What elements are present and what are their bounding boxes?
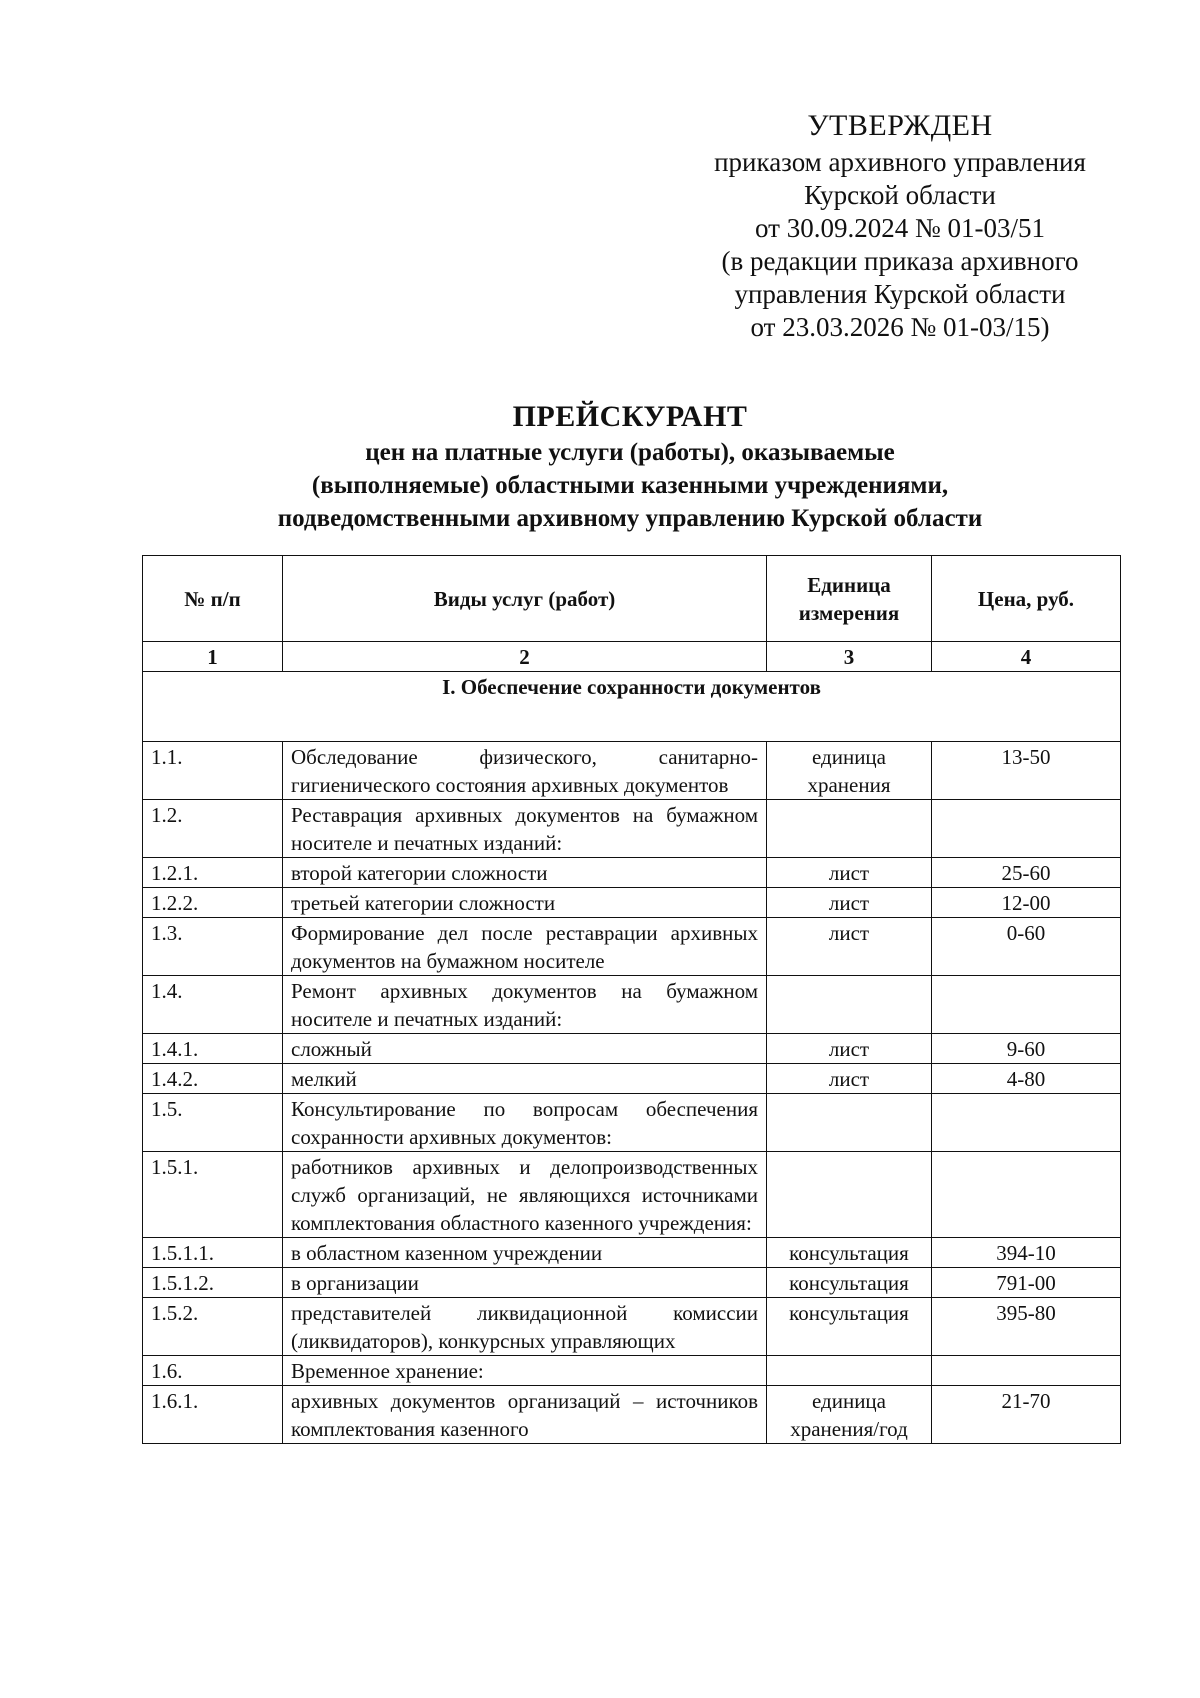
column-number: 1 bbox=[143, 642, 283, 672]
row-number: 1.5.1.2. bbox=[143, 1268, 283, 1298]
row-unit bbox=[767, 1094, 932, 1152]
table-row bbox=[143, 1298, 1121, 1356]
row-unit: лист bbox=[767, 1064, 932, 1094]
table-row bbox=[143, 1268, 1121, 1298]
price-table bbox=[142, 555, 1121, 1444]
row-unit bbox=[767, 1152, 932, 1238]
row-number: 1.5.1. bbox=[143, 1152, 283, 1238]
table-row bbox=[143, 1356, 1121, 1386]
approval-line-2: Курской области bbox=[804, 180, 996, 210]
table-header-row bbox=[143, 556, 1121, 642]
table-row bbox=[143, 1386, 1121, 1444]
table-row bbox=[143, 918, 1121, 976]
row-unit bbox=[767, 1356, 932, 1386]
row-price: 0-60 bbox=[932, 918, 1121, 976]
row-price bbox=[932, 800, 1121, 858]
table-row bbox=[143, 800, 1121, 858]
row-service-name: в областном казенном учреждении bbox=[283, 1238, 767, 1268]
approval-heading: УТВЕРЖДЕН bbox=[807, 109, 993, 142]
row-service-name: в организации bbox=[283, 1268, 767, 1298]
row-unit: единица хранения/год bbox=[767, 1386, 932, 1444]
table-row bbox=[143, 1034, 1121, 1064]
row-unit: лист bbox=[767, 1034, 932, 1064]
row-price: 9-60 bbox=[932, 1034, 1121, 1064]
approval-line-5: управления Курской области bbox=[734, 279, 1066, 309]
row-price: 4-80 bbox=[932, 1064, 1121, 1094]
row-service-name: третьей категории сложности bbox=[283, 888, 767, 918]
column-number: 2 bbox=[283, 642, 767, 672]
header-unit: Единица измерения bbox=[767, 556, 932, 642]
row-service-name: работников архивных и делопроизводственных служб организаций, не являющихся источниками комплектования областного казенного учреждения: bbox=[283, 1152, 767, 1238]
document-subtitle-line-3: подведомственными архивному управлению Курской области bbox=[277, 505, 983, 532]
row-price: 13-50 bbox=[932, 742, 1121, 800]
row-number: 1.2.2. bbox=[143, 888, 283, 918]
section-row bbox=[143, 672, 1121, 742]
row-price: 394-10 bbox=[932, 1238, 1121, 1268]
row-service-name: второй категории сложности bbox=[283, 858, 767, 888]
section-title: I. Обеспечение сохранности документов bbox=[143, 672, 1121, 742]
row-unit: консультация bbox=[767, 1268, 932, 1298]
document-subtitle-line-2: (выполняемые) областными казенными учреждениями, bbox=[311, 472, 949, 499]
row-number: 1.4.1. bbox=[143, 1034, 283, 1064]
row-number: 1.5.2. bbox=[143, 1298, 283, 1356]
row-service-name: Обследование физического, санитарно-гигиенического состояния архивных документов bbox=[283, 742, 767, 800]
row-service-name: Реставрация архивных документов на бумажном носителе и печатных изданий: bbox=[283, 800, 767, 858]
row-number: 1.5.1.1. bbox=[143, 1238, 283, 1268]
row-number: 1.2. bbox=[143, 800, 283, 858]
row-number: 1.5. bbox=[143, 1094, 283, 1152]
row-number: 1.3. bbox=[143, 918, 283, 976]
table-row bbox=[143, 1238, 1121, 1268]
row-unit: единица хранения bbox=[767, 742, 932, 800]
table-row bbox=[143, 976, 1121, 1034]
approval-stamp-block bbox=[690, 108, 1110, 344]
row-price bbox=[932, 1356, 1121, 1386]
row-service-name: Формирование дел после реставрации архивных документов на бумажном носителе bbox=[283, 918, 767, 976]
row-service-name: Консультирование по вопросам обеспечения сохранности архивных документов: bbox=[283, 1094, 767, 1152]
row-price bbox=[932, 976, 1121, 1034]
row-price: 791-00 bbox=[932, 1268, 1121, 1298]
row-unit: консультация bbox=[767, 1238, 932, 1268]
document-title-block bbox=[130, 398, 1130, 535]
table-row bbox=[143, 1094, 1121, 1152]
row-price: 12-00 bbox=[932, 888, 1121, 918]
row-service-name: сложный bbox=[283, 1034, 767, 1064]
row-unit: лист bbox=[767, 888, 932, 918]
row-number: 1.6. bbox=[143, 1356, 283, 1386]
header-price: Цена, руб. bbox=[932, 556, 1121, 642]
table-row bbox=[143, 888, 1121, 918]
row-unit bbox=[767, 800, 932, 858]
row-price: 395-80 bbox=[932, 1298, 1121, 1356]
header-num: № п/п bbox=[143, 556, 283, 642]
approval-line-1: приказом архивного управления bbox=[714, 147, 1086, 177]
row-service-name: Ремонт архивных документов на бумажном носителе и печатных изданий: bbox=[283, 976, 767, 1034]
column-number: 3 bbox=[767, 642, 932, 672]
row-price bbox=[932, 1094, 1121, 1152]
document-title: ПРЕЙСКУРАНТ bbox=[512, 400, 748, 433]
row-number: 1.6.1. bbox=[143, 1386, 283, 1444]
approval-line-3: от 30.09.2024 № 01-03/51 bbox=[755, 213, 1045, 243]
row-service-name: архивных документов организаций – источников комплектования казенного bbox=[283, 1386, 767, 1444]
approval-line-4: (в редакции приказа архивного bbox=[721, 246, 1079, 276]
row-unit bbox=[767, 976, 932, 1034]
approval-line-6: от 23.03.2026 № 01-03/15) bbox=[750, 312, 1050, 342]
row-unit: лист bbox=[767, 918, 932, 976]
column-number-row bbox=[143, 642, 1121, 672]
row-number: 1.2.1. bbox=[143, 858, 283, 888]
table-row bbox=[143, 858, 1121, 888]
row-service-name: представителей ликвидационной комиссии (ликвидаторов), конкурсных управляющих bbox=[283, 1298, 767, 1356]
table-row bbox=[143, 1152, 1121, 1238]
header-service-type: Виды услуг (работ) bbox=[283, 556, 767, 642]
table-row bbox=[143, 1064, 1121, 1094]
row-price: 25-60 bbox=[932, 858, 1121, 888]
document-subtitle-line-1: цен на платные услуги (работы), оказываемые bbox=[365, 439, 895, 466]
row-number: 1.4.2. bbox=[143, 1064, 283, 1094]
row-unit: лист bbox=[767, 858, 932, 888]
column-number: 4 bbox=[932, 642, 1121, 672]
row-service-name: Временное хранение: bbox=[283, 1356, 767, 1386]
row-price: 21-70 bbox=[932, 1386, 1121, 1444]
row-number: 1.1. bbox=[143, 742, 283, 800]
row-unit: консультация bbox=[767, 1298, 932, 1356]
row-price bbox=[932, 1152, 1121, 1238]
row-service-name: мелкий bbox=[283, 1064, 767, 1094]
table-row bbox=[143, 742, 1121, 800]
row-number: 1.4. bbox=[143, 976, 283, 1034]
